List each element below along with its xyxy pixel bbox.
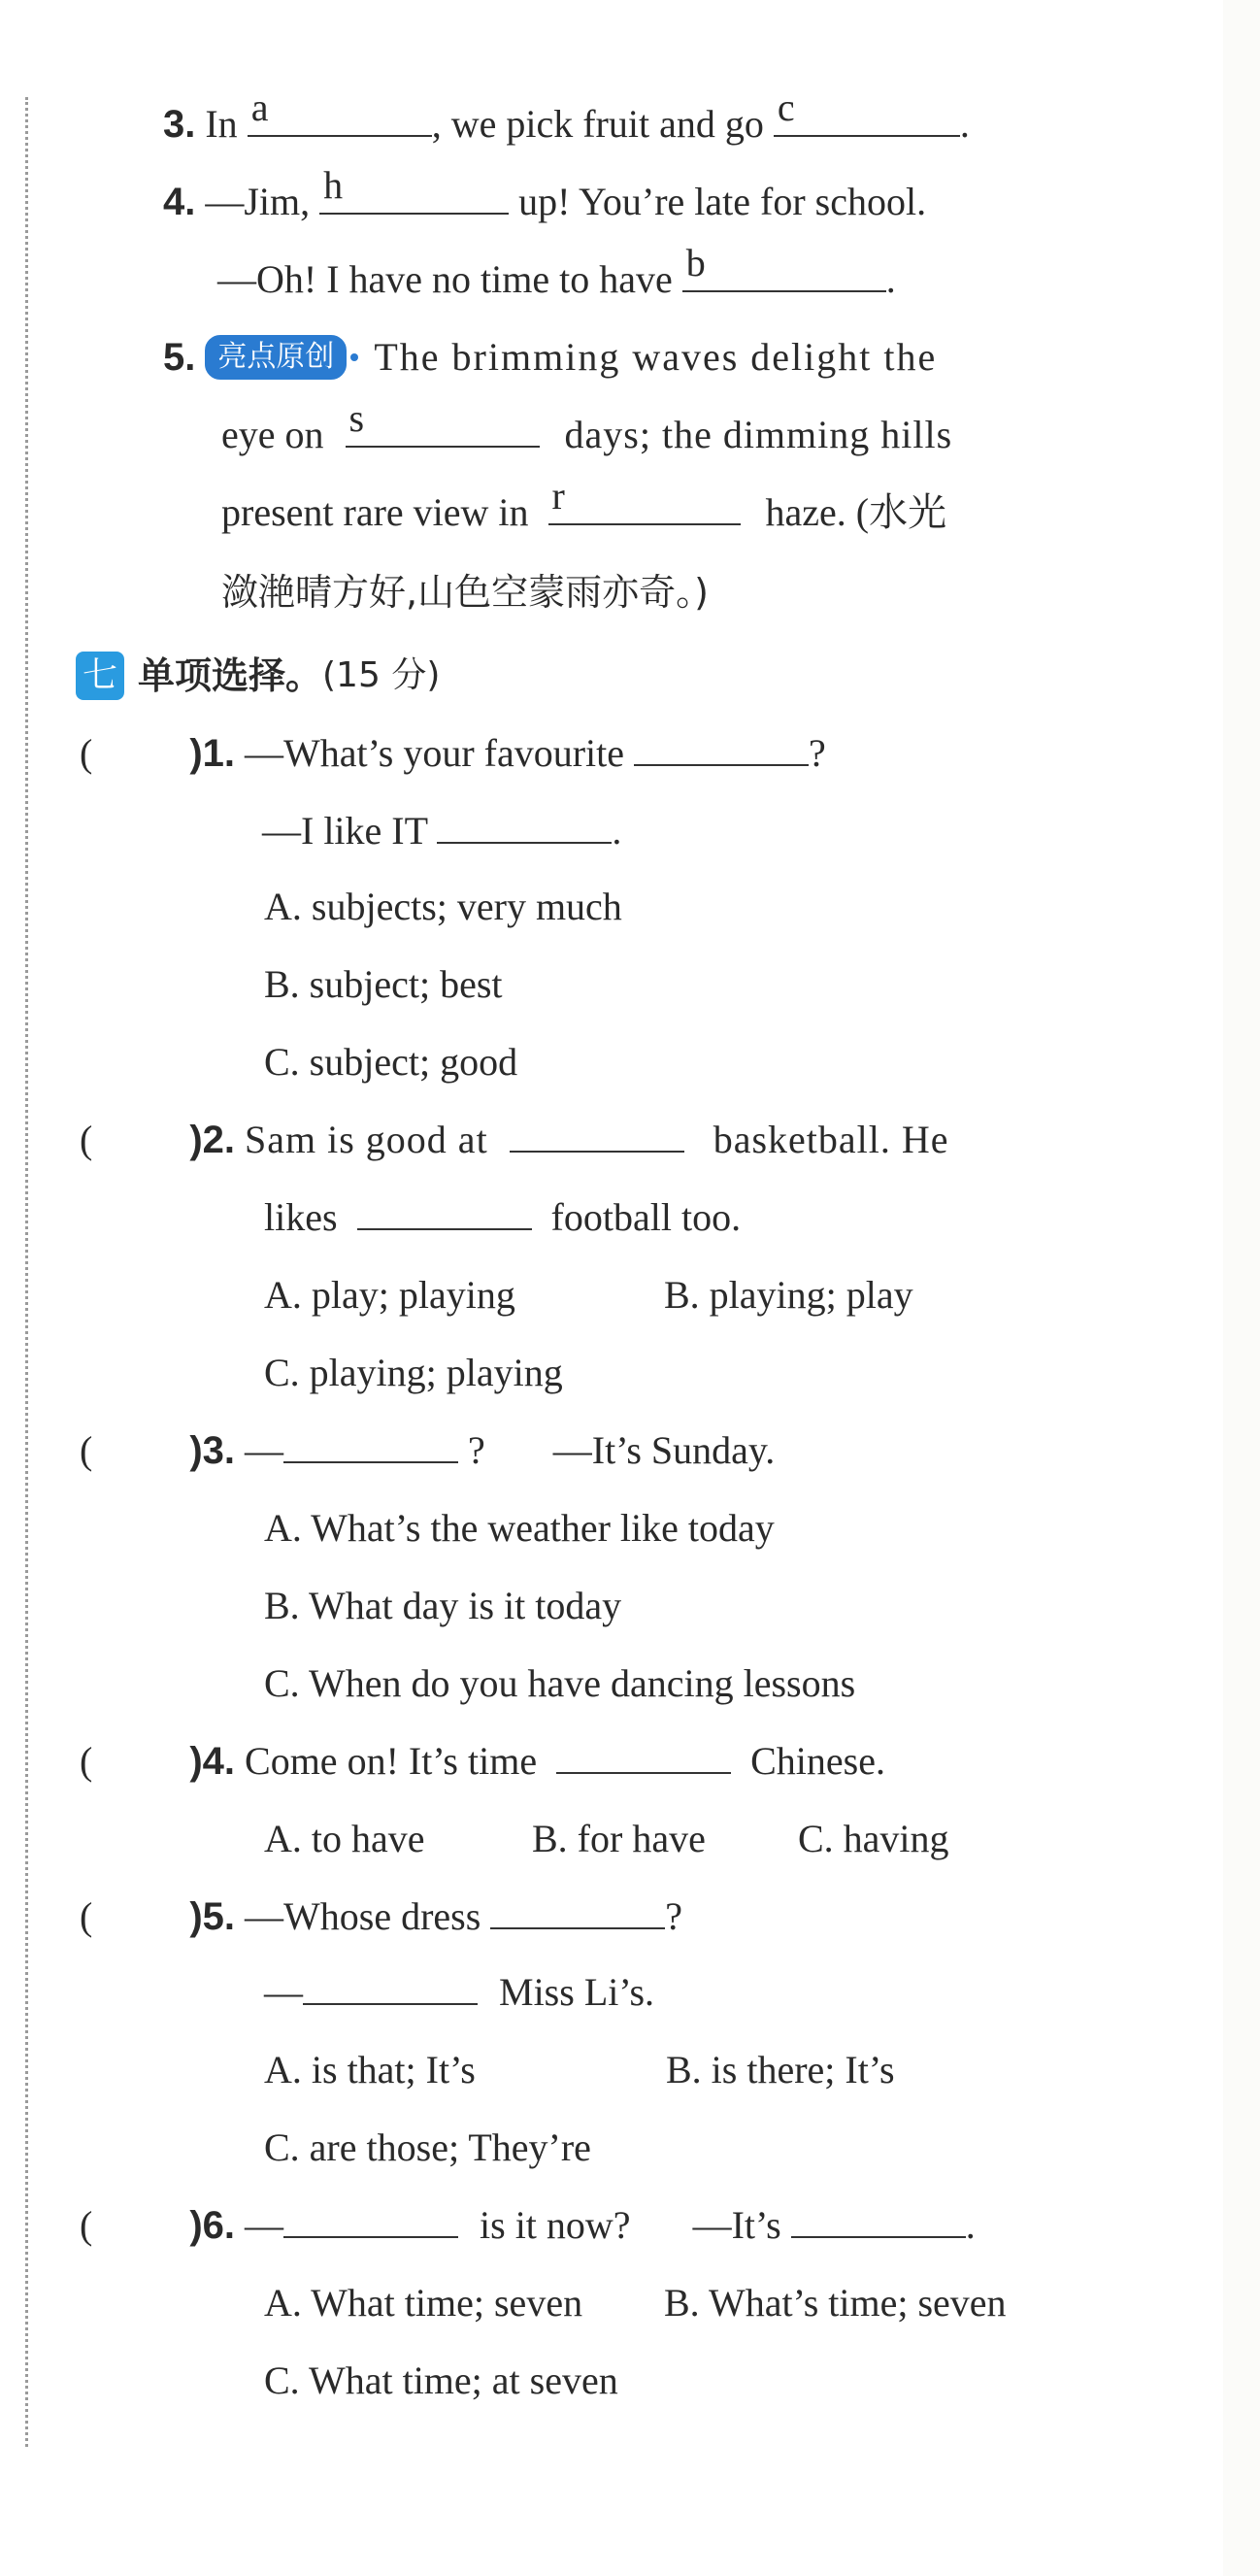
option-6b: B. What’s time; seven bbox=[664, 2281, 1007, 2325]
option-6c: C. What time; at seven bbox=[264, 2359, 618, 2402]
margin-dotted-line bbox=[25, 97, 28, 2447]
option-2b: B. playing; play bbox=[664, 1273, 913, 1317]
answer-blank[interactable] bbox=[490, 1892, 665, 1929]
answer-blank[interactable] bbox=[437, 807, 612, 844]
answer-blank[interactable] bbox=[791, 2201, 966, 2238]
answer-blank[interactable]: s bbox=[346, 411, 540, 448]
mc-question-1: ( )1. —What’s your favourite ? bbox=[80, 731, 826, 775]
answer-blank[interactable]: r bbox=[548, 488, 741, 525]
question-5-line4: 潋滟晴方好,山色空蒙雨亦奇。) bbox=[221, 571, 709, 614]
question-5-line3: present rare view in r haze. (水光 bbox=[221, 474, 947, 534]
answer-paren-slot[interactable] bbox=[92, 1739, 189, 1774]
section-number-icon: 七 bbox=[76, 652, 124, 700]
option-3b: B. What day is it today bbox=[264, 1584, 622, 1627]
answer-paren-slot[interactable] bbox=[92, 731, 189, 766]
section-7-header: 七 单项选择。(15 分) bbox=[76, 647, 440, 701]
mc-question-5-line2: — Miss Li’s. bbox=[264, 1970, 655, 2014]
answer-blank[interactable] bbox=[556, 1737, 731, 1774]
question-4-line2: —Oh! I have no time to have b . bbox=[217, 241, 896, 301]
mc-question-2: ( )2. Sam is good at basketball. He bbox=[80, 1118, 949, 1161]
option-3a: A. What’s the weather like today bbox=[264, 1506, 775, 1550]
option-5c: C. are those; They’re bbox=[264, 2125, 591, 2169]
answer-blank[interactable] bbox=[357, 1193, 532, 1230]
option-4c: C. having bbox=[798, 1817, 949, 1860]
answer-paren-slot[interactable] bbox=[92, 1894, 189, 1929]
mc-question-2-line2: likes football too. bbox=[264, 1195, 742, 1239]
option-3c: C. When do you have dancing lessons bbox=[264, 1661, 856, 1705]
answer-paren-slot[interactable] bbox=[92, 2203, 189, 2238]
answer-blank[interactable] bbox=[283, 1426, 458, 1463]
answer-blank[interactable] bbox=[283, 2201, 458, 2238]
original-badge: 亮点原创 bbox=[205, 335, 347, 380]
option-4a: A. to have bbox=[264, 1817, 425, 1860]
answer-blank[interactable]: h bbox=[319, 178, 509, 215]
option-5b: B. is there; It’s bbox=[666, 2048, 895, 2091]
answer-blank[interactable]: b bbox=[682, 255, 886, 292]
answer-paren-slot[interactable] bbox=[92, 1428, 189, 1463]
answer-blank[interactable]: c bbox=[774, 100, 960, 137]
question-4-line1: 4. —Jim, h up! You’re late for school. bbox=[163, 163, 927, 223]
mc-question-3: ( )3. — ? —It’s Sunday. bbox=[80, 1428, 776, 1472]
option-4b: B. for have bbox=[532, 1817, 706, 1860]
option-1b: B. subject; best bbox=[264, 962, 503, 1006]
question-3: 3. In a , we pick fruit and go c . bbox=[163, 85, 970, 146]
mc-question-6: ( )6. — is it now? —It’s . bbox=[80, 2203, 976, 2247]
question-5-line2: eye on s days; the dimming hills bbox=[221, 396, 953, 456]
badge-dot-icon bbox=[350, 353, 358, 361]
answer-blank[interactable] bbox=[634, 729, 809, 766]
answer-paren-slot[interactable] bbox=[92, 1118, 189, 1153]
mc-question-5: ( )5. —Whose dress ? bbox=[80, 1894, 683, 1938]
option-1a: A. subjects; very much bbox=[264, 885, 622, 928]
option-6a: A. What time; seven bbox=[264, 2281, 583, 2325]
mc-question-1-line2: —I like IT . bbox=[262, 809, 622, 853]
answer-blank[interactable]: a bbox=[248, 100, 432, 137]
answer-blank[interactable] bbox=[510, 1116, 684, 1153]
answer-blank[interactable] bbox=[303, 1968, 478, 2005]
option-2c: C. playing; playing bbox=[264, 1351, 563, 1394]
option-2a: A. play; playing bbox=[264, 1273, 515, 1317]
question-5-line1: 5. 亮点原创 The brimming waves delight the bbox=[163, 335, 938, 379]
mc-question-4: ( )4. Come on! It’s time Chinese. bbox=[80, 1739, 885, 1783]
option-1c: C. subject; good bbox=[264, 1040, 518, 1084]
option-5a: A. is that; It’s bbox=[264, 2048, 476, 2091]
